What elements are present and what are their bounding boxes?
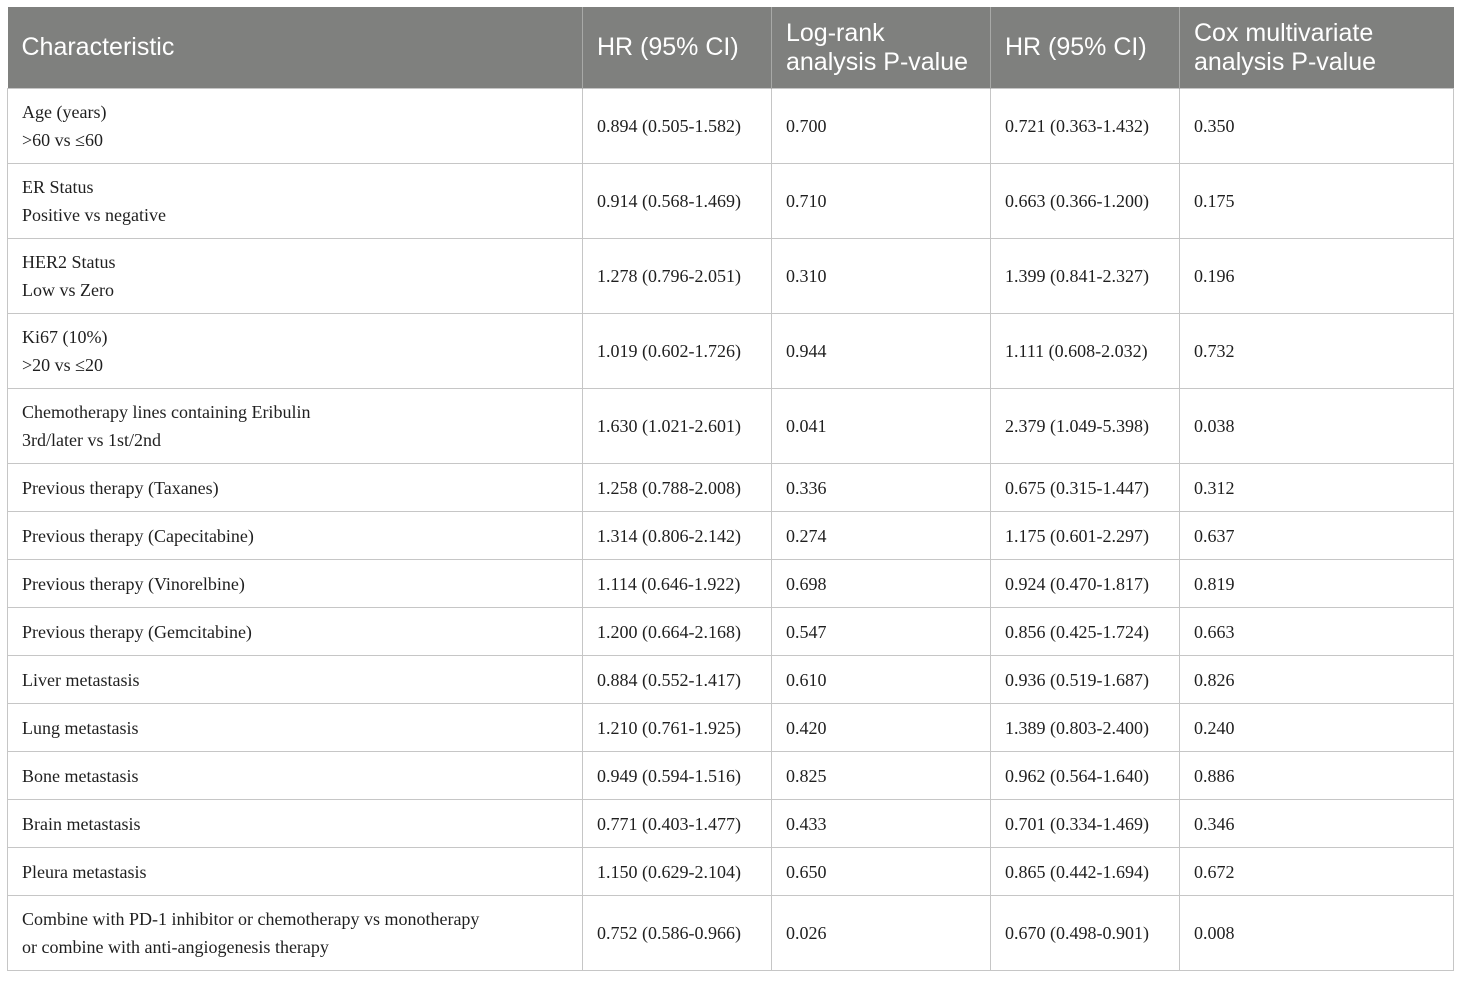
hr-logrank-cell: 0.914 (0.568-1.469) (583, 164, 772, 239)
hr-logrank-cell: 1.200 (0.664-2.168) (583, 608, 772, 656)
characteristic-cell (8, 389, 583, 464)
characteristic-line: Previous therapy (Taxanes) (22, 477, 219, 498)
cox-pvalue-cell: 0.038 (1180, 389, 1454, 464)
cox-pvalue-header (1180, 7, 1454, 89)
cox-pvalue-cell: 0.819 (1180, 560, 1454, 608)
characteristic-line: ER Status (22, 177, 94, 197)
hr-cox-cell: 0.924 (0.470-1.817) (991, 560, 1180, 608)
logrank-pvalue-cell: 0.547 (772, 608, 991, 656)
characteristic-line: HER2 Status (22, 252, 116, 272)
characteristic-cell (8, 464, 583, 512)
table-row (8, 89, 1454, 164)
hr-logrank-cell: 1.278 (0.796-2.051) (583, 239, 772, 314)
characteristic-cell (8, 656, 583, 704)
characteristic-line: Previous therapy (Gemcitabine) (22, 621, 252, 642)
hr-cox-cell: 0.856 (0.425-1.724) (991, 608, 1180, 656)
characteristic-line: Liver metastasis (22, 669, 140, 690)
characteristic-cell (8, 89, 583, 164)
table-row (8, 239, 1454, 314)
table-row (8, 848, 1454, 896)
hr-logrank-cell: 1.258 (0.788-2.008) (583, 464, 772, 512)
hr-cox-header (991, 7, 1180, 89)
hr-logrank-cell: 1.019 (0.602-1.726) (583, 314, 772, 389)
results-table-container (7, 7, 1453, 971)
cox-pvalue-cell: 0.886 (1180, 752, 1454, 800)
header-line: Characteristic (21, 33, 175, 61)
logrank-pvalue-cell: 0.710 (772, 164, 991, 239)
characteristic-line: Low vs Zero (22, 280, 114, 300)
logrank-pvalue-cell: 0.700 (772, 89, 991, 164)
characteristic-cell (8, 608, 583, 656)
header-line: Cox multivariate (1194, 18, 1374, 47)
cox-pvalue-cell: 0.350 (1180, 89, 1454, 164)
characteristic-line: Chemotherapy lines containing Eribulin (22, 402, 311, 422)
table-row (8, 389, 1454, 464)
logrank-pvalue-cell: 0.698 (772, 560, 991, 608)
hr-logrank-header (583, 7, 772, 89)
table-row (8, 314, 1454, 389)
characteristic-line: or combine with anti-angiogenesis therapy (22, 937, 329, 957)
hr-logrank-cell: 0.752 (0.586-0.966) (583, 896, 772, 971)
logrank-pvalue-cell: 0.944 (772, 314, 991, 389)
characteristic-cell (8, 896, 583, 971)
cox-pvalue-cell: 0.008 (1180, 896, 1454, 971)
characteristic-cell (8, 848, 583, 896)
characteristic-line: Lung metastasis (22, 717, 139, 738)
table-row (8, 656, 1454, 704)
characteristic-cell (8, 752, 583, 800)
hr-logrank-cell: 1.114 (0.646-1.922) (583, 560, 772, 608)
cox-pvalue-cell: 0.346 (1180, 800, 1454, 848)
characteristic-line: Combine with PD-1 inhibitor or chemotherapy vs monotherapy (22, 909, 480, 929)
characteristic-line: Pleura metastasis (22, 861, 147, 882)
characteristic-cell (8, 314, 583, 389)
cox-pvalue-cell: 0.240 (1180, 704, 1454, 752)
header-line: HR (95% CI) (1005, 33, 1147, 61)
hr-cox-cell: 0.721 (0.363-1.432) (991, 89, 1180, 164)
logrank-pvalue-cell: 0.336 (772, 464, 991, 512)
characteristic-cell (8, 512, 583, 560)
cox-pvalue-cell: 0.175 (1180, 164, 1454, 239)
hr-cox-cell: 0.701 (0.334-1.469) (991, 800, 1180, 848)
table-row (8, 164, 1454, 239)
characteristic-line: >20 vs ≤20 (22, 355, 104, 375)
characteristic-cell (8, 239, 583, 314)
logrank-pvalue-cell: 0.650 (772, 848, 991, 896)
characteristic-cell (8, 164, 583, 239)
characteristic-cell (8, 560, 583, 608)
hr-cox-cell: 0.936 (0.519-1.687) (991, 656, 1180, 704)
logrank-pvalue-cell: 0.433 (772, 800, 991, 848)
table-body (8, 89, 1454, 971)
table-row (8, 560, 1454, 608)
hr-logrank-cell: 1.150 (0.629-2.104) (583, 848, 772, 896)
cox-pvalue-cell: 0.826 (1180, 656, 1454, 704)
logrank-pvalue-header (772, 7, 991, 89)
table-row (8, 608, 1454, 656)
cox-pvalue-cell: 0.637 (1180, 512, 1454, 560)
characteristic-line: Brain metastasis (22, 813, 141, 834)
table-header (8, 7, 1454, 89)
characteristic-line: Bone metastasis (22, 765, 139, 786)
header-line: Log-rank (786, 18, 885, 47)
characteristic-header (8, 7, 583, 89)
header-line: HR (95% CI) (597, 33, 739, 61)
cox-pvalue-cell: 0.196 (1180, 239, 1454, 314)
logrank-pvalue-cell: 0.420 (772, 704, 991, 752)
hr-logrank-cell: 0.771 (0.403-1.477) (583, 800, 772, 848)
characteristic-line: Ki67 (10%) (22, 327, 108, 347)
logrank-pvalue-cell: 0.310 (772, 239, 991, 314)
characteristic-line: Previous therapy (Capecitabine) (22, 525, 254, 546)
hr-cox-cell: 1.389 (0.803-2.400) (991, 704, 1180, 752)
header-row (8, 7, 1454, 89)
cox-pvalue-cell: 0.672 (1180, 848, 1454, 896)
hr-cox-cell: 0.670 (0.498-0.901) (991, 896, 1180, 971)
table-row (8, 704, 1454, 752)
table-row (8, 800, 1454, 848)
characteristic-line: >60 vs ≤60 (22, 130, 104, 150)
hr-cox-cell: 1.399 (0.841-2.327) (991, 239, 1180, 314)
characteristic-line: Age (years) (22, 102, 107, 122)
hr-logrank-cell: 0.884 (0.552-1.417) (583, 656, 772, 704)
hr-cox-cell: 1.111 (0.608-2.032) (991, 314, 1180, 389)
cox-pvalue-cell: 0.312 (1180, 464, 1454, 512)
logrank-pvalue-cell: 0.825 (772, 752, 991, 800)
characteristic-cell (8, 800, 583, 848)
characteristic-line: 3rd/later vs 1st/2nd (22, 430, 161, 450)
hr-cox-cell: 1.175 (0.601-2.297) (991, 512, 1180, 560)
header-line: analysis P-value (786, 47, 969, 76)
logrank-pvalue-cell: 0.041 (772, 389, 991, 464)
characteristic-line: Positive vs negative (22, 205, 166, 225)
hr-logrank-cell: 0.949 (0.594-1.516) (583, 752, 772, 800)
hr-logrank-cell: 1.210 (0.761-1.925) (583, 704, 772, 752)
header-line: analysis P-value (1194, 47, 1377, 76)
characteristic-line: Previous therapy (Vinorelbine) (22, 573, 245, 594)
table-row (8, 512, 1454, 560)
hr-cox-cell: 0.663 (0.366-1.200) (991, 164, 1180, 239)
cox-pvalue-cell: 0.663 (1180, 608, 1454, 656)
logrank-pvalue-cell: 0.610 (772, 656, 991, 704)
hr-logrank-cell: 1.314 (0.806-2.142) (583, 512, 772, 560)
logrank-pvalue-cell: 0.026 (772, 896, 991, 971)
characteristic-cell (8, 704, 583, 752)
logrank-pvalue-cell: 0.274 (772, 512, 991, 560)
hr-logrank-cell: 0.894 (0.505-1.582) (583, 89, 772, 164)
hr-logrank-cell: 1.630 (1.021-2.601) (583, 389, 772, 464)
hr-cox-cell: 2.379 (1.049-5.398) (991, 389, 1180, 464)
results-table (7, 7, 1454, 971)
table-row (8, 896, 1454, 971)
hr-cox-cell: 0.675 (0.315-1.447) (991, 464, 1180, 512)
hr-cox-cell: 0.865 (0.442-1.694) (991, 848, 1180, 896)
hr-cox-cell: 0.962 (0.564-1.640) (991, 752, 1180, 800)
cox-pvalue-cell: 0.732 (1180, 314, 1454, 389)
table-row (8, 464, 1454, 512)
table-row (8, 752, 1454, 800)
